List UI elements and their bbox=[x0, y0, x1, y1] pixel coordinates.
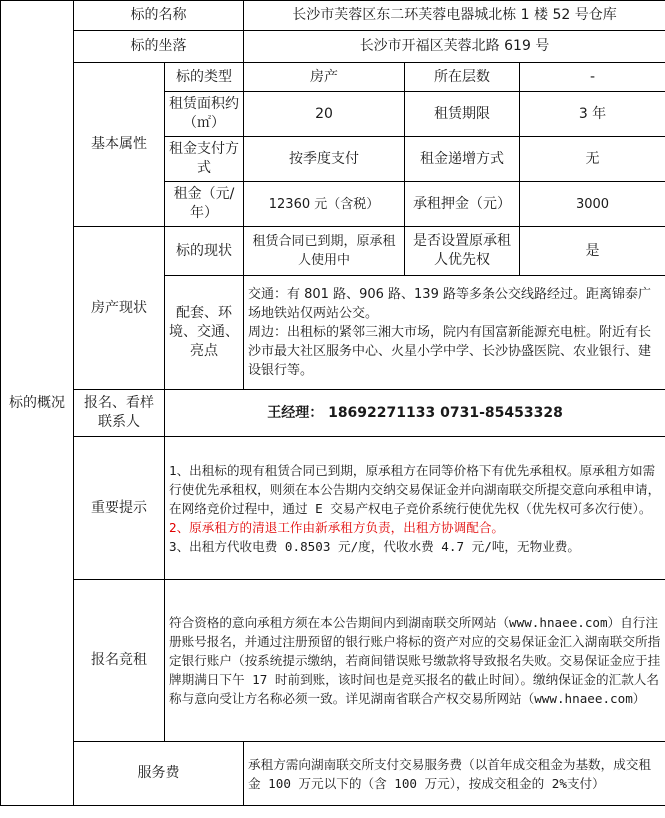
contact-label: 报名、看样联系人 bbox=[74, 390, 165, 437]
term-label: 租赁期限 bbox=[405, 92, 520, 137]
deposit-value: 3000 bbox=[520, 182, 665, 227]
service-value: 承租方需向湖南联交所支付交易服务费（以首年成交租金为基数，成交租金 100 万元以下的（含 100 万元），按成交租金的 2%支付） bbox=[244, 742, 665, 806]
row-status bbox=[1, 227, 665, 276]
location-label: 标的坐落 bbox=[74, 31, 244, 63]
facilities-value bbox=[244, 276, 665, 390]
row-service bbox=[1, 742, 665, 806]
area-label: 租赁面积约（㎡） bbox=[165, 92, 244, 137]
floor-value: - bbox=[520, 63, 665, 92]
term-value: 3 年 bbox=[520, 92, 665, 137]
notice-value bbox=[165, 437, 665, 580]
increase-value: 无 bbox=[520, 137, 665, 182]
overview-label: 标的概况 bbox=[1, 1, 74, 806]
rent-label: 租金（元/年） bbox=[165, 182, 244, 227]
deposit-label: 承租押金（元） bbox=[405, 182, 520, 227]
type-value: 房产 bbox=[244, 63, 405, 92]
name-label: 标的名称 bbox=[74, 1, 244, 31]
bidding-label: 报名竞租 bbox=[74, 580, 165, 742]
property-label: 房产现状 bbox=[74, 227, 165, 390]
area-value: 20 bbox=[244, 92, 405, 137]
notice-label: 重要提示 bbox=[74, 437, 165, 580]
priority-value: 是 bbox=[520, 227, 665, 276]
row-location bbox=[1, 31, 665, 63]
floor-label: 所在层数 bbox=[405, 63, 520, 92]
basic-label: 基本属性 bbox=[74, 63, 165, 227]
facilities-label: 配套、环境、交通、亮点 bbox=[165, 276, 244, 390]
priority-label: 是否设置原承租人优先权 bbox=[405, 227, 520, 276]
rent-value: 12360 元（含税） bbox=[244, 182, 405, 227]
bidding-value: 符合资格的意向承租方须在本公告期间内到湖南联交所网站（www.hnaee.com）自行注册账号报名，并通过注册预留的银行账户将标的资产对应的交易保证金汇入湖南联交所指定银行账户（按系统提示缴纳，若商间错误账号缴款将导致报名失败。交易保证金应于挂牌期满日下午 17 时前到账，该时间也是竞买报名的截止时间）。缴纳保证金的汇款人名称与意向受让方名称必须一致。详见湖南省联合产权交易所网站（www.hnaee.com） bbox=[165, 580, 665, 742]
notice-item-3: 3、出租方代收电费 0.8503 元/度，代收水费 4.7 元/吨，无物业费。 bbox=[169, 538, 580, 554]
increase-label: 租金递增方式 bbox=[405, 137, 520, 182]
payment-label: 租金支付方式 bbox=[165, 137, 244, 182]
notice-item-2: 2、原承租方的清退工作由新承租方负责，出租方协调配合。 bbox=[169, 519, 505, 535]
status-label: 标的现状 bbox=[165, 227, 244, 276]
payment-value: 按季度支付 bbox=[244, 137, 405, 182]
row-name bbox=[1, 1, 665, 31]
service-label: 服务费 bbox=[74, 742, 244, 806]
row-notice bbox=[1, 437, 665, 580]
transport-text: 交通：有 801 路、906 路、139 路等多条公交线路经过。距离锦泰广场地铁站仅两站公交。 bbox=[248, 287, 651, 321]
notice-item-1: 1、出租标的现有租赁合同已到期，原承租方在同等价格下有优先承租权。原承租方如需行使优先承租权，则须在本公告期内交纳交易保证金并向湖南联交所提交意向承租申请，在网络竞价过程中，通过 E 交易产权电子竞价系统行使优先权（优先权可多次行使）。 bbox=[169, 462, 661, 516]
name-value: 长沙市芙蓉区东二环芙蓉电器城北栋 1 楼 52 号仓库 bbox=[244, 1, 665, 31]
location-value: 长沙市开福区芙蓉北路 619 号 bbox=[244, 31, 665, 63]
surroundings-text: 周边：出租标的紧邻三湘大市场，院内有国富新能源充电桩。附近有长沙市最大社区服务中心、火星小学中学、长沙协盛医院、农业银行、建设银行等。 bbox=[248, 325, 652, 378]
status-value: 租赁合同已到期，原承租人使用中 bbox=[244, 227, 405, 276]
contact-value: 王经理： 18692271133 0731-85453328 bbox=[165, 390, 665, 437]
type-label: 标的类型 bbox=[165, 63, 244, 92]
row-type bbox=[1, 63, 665, 92]
row-contact bbox=[1, 390, 665, 437]
row-bidding bbox=[1, 580, 665, 742]
